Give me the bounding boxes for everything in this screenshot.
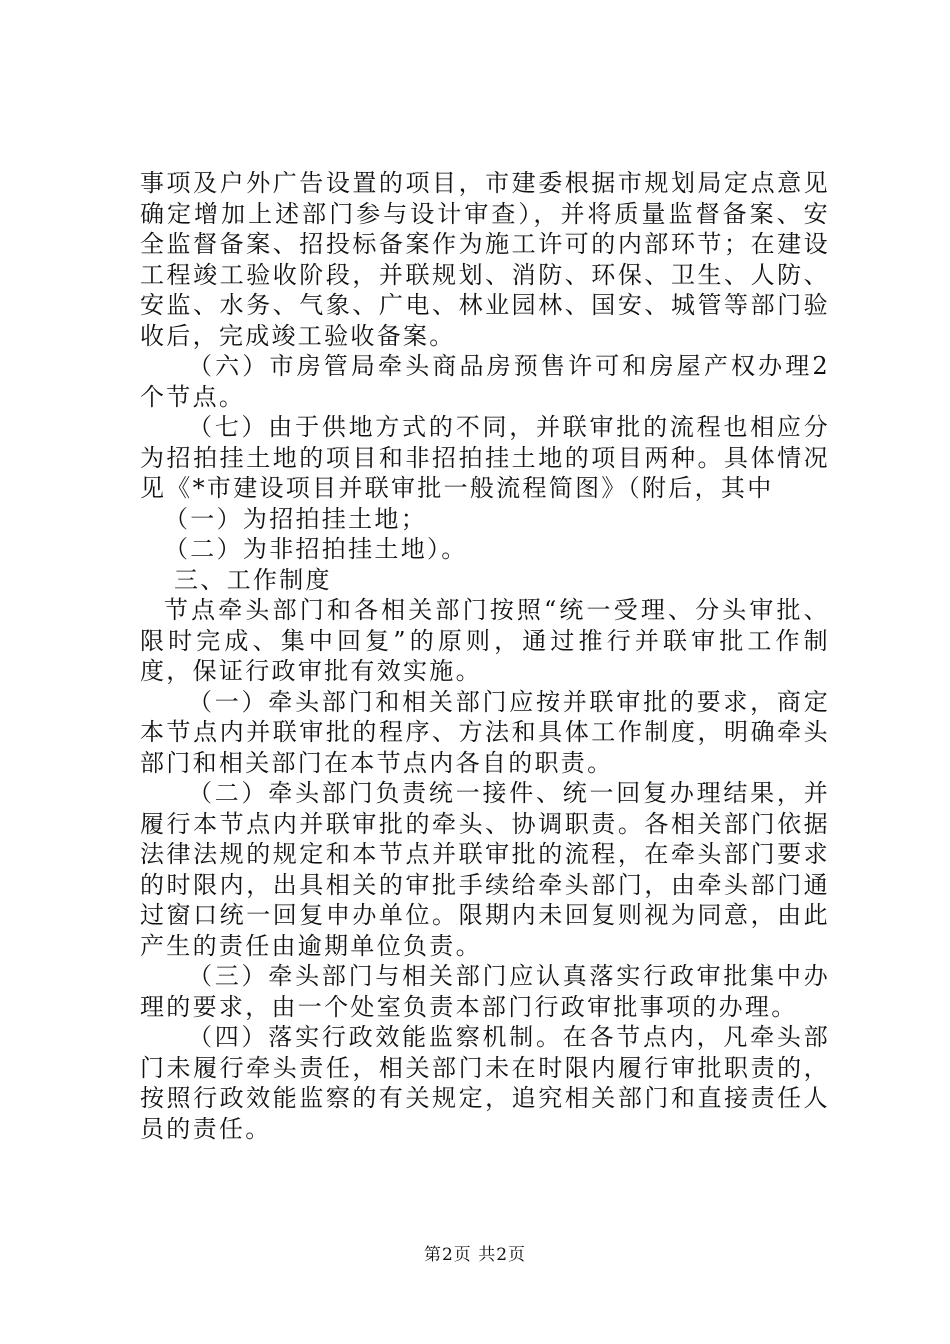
paragraph-sub-2: （二）为非招拍挂土地）。 xyxy=(164,535,468,563)
paragraph-sub-1: （一）为招拍挂土地； xyxy=(164,504,427,533)
paragraph-continuation: 事项及户外广告设置的项目，市建委根据市规划局定点意见确定增加上述部门参与设计审查），并将质量监督备案、安全监督备案、招投标备案作为施工许可的内部环节；在建设工程竣工验收阶段，并联规划、消防、环保、卫生、人防、安监、水务、气象、广电、林业园林、国安、城管等部门验收后，完成竣工验收备案。 xyxy=(140,169,830,350)
document-body xyxy=(140,168,830,1144)
paragraph-item-7: （七）由于供地方式的不同，并联审批的流程也相应分为招拍挂土地的项目和非招拍挂土地的项目两种。具体情况见《*市建设项目并联审批一般流程简图》（附后，其中 xyxy=(140,413,830,502)
paragraph-rule-1: （一）牵头部门和相关部门应按并联审批的要求，商定本节点内并联审批的程序、方法和具体工作制度，明确牵头部门和相关部门在本节点内各自的职责。 xyxy=(140,687,830,777)
section-heading: 三、工作制度 xyxy=(174,565,332,594)
page-footer: 第2页 共2页 xyxy=(423,1245,527,1265)
paragraph-rule-3: （三）牵头部门与相关部门应认真落实行政审批集中办理的要求，由一个处室负责本部门行政审批事项的办理。 xyxy=(140,962,830,1021)
paragraph-rule-4: （四）落实行政效能监察机制。在各节点内，凡牵头部门未履行牵头责任，相关部门未在时限内履行审批职责的，按照行政效能监察的有关规定，追究相关部门和直接责任人员的责任。 xyxy=(140,1023,830,1143)
paragraph-intro: 节点牵头部门和各相关部门按照“统一受理、分头审批、限时完成、集中回复”的原则，通过推行并联审批工作制度，保证行政审批有效实施。 xyxy=(140,596,830,685)
paragraph-rule-2: （二）牵头部门负责统一接件、统一回复办理结果，并履行本节点内并联审批的牵头、协调职责。各相关部门依据法律法规的规定和本节点并联审批的流程，在牵头部门要求的时限内，出具相关的审批手续给牵头部门，由牵头部门通过窗口统一回复申办单位。限期内未回复则视为同意，由此产生的责任由逾期单位负责。 xyxy=(140,779,830,960)
paragraph-item-6: （六）市房管局牵头商品房预售许可和房屋产权办理2个节点。 xyxy=(140,352,830,411)
